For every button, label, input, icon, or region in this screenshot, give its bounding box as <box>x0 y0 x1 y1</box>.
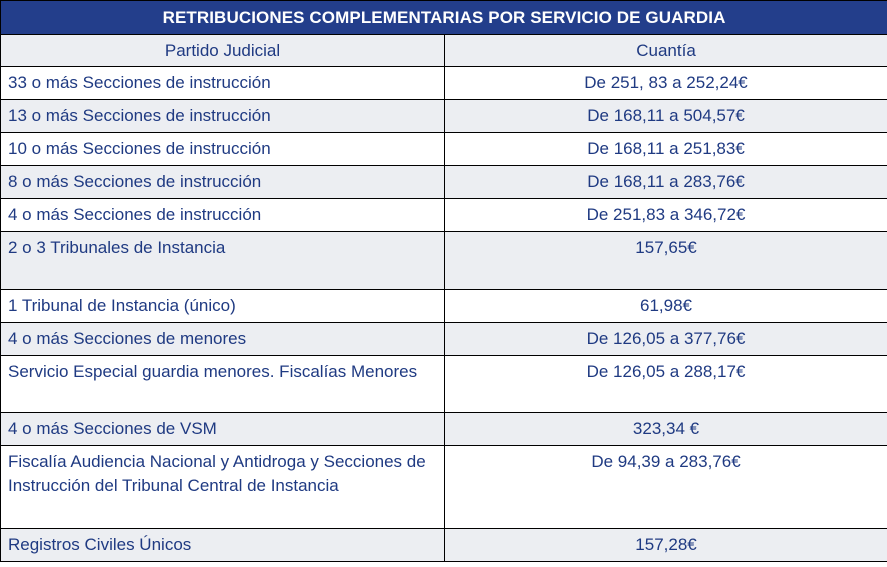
table-row <box>1 529 887 562</box>
title-row <box>1 1 887 35</box>
cuantia-cell: De 251,83 a 346,72€ <box>445 199 887 232</box>
table-row <box>1 232 887 290</box>
partido-cell: 4 o más Secciones de instrucción <box>1 199 445 232</box>
header-row <box>1 35 887 67</box>
cuantia-cell: 323,34 € <box>445 413 887 446</box>
partido-cell: Registros Civiles Únicos <box>1 529 445 562</box>
table-row <box>1 100 887 133</box>
table-row <box>1 446 887 529</box>
table-row <box>1 199 887 232</box>
partido-cell: 13 o más Secciones de instrucción <box>1 100 445 133</box>
cuantia-cell: De 126,05 a 288,17€ <box>445 356 887 413</box>
partido-cell: Servicio Especial guardia menores. Fiscalías Menores <box>1 356 445 413</box>
cuantia-cell: 157,65€ <box>445 232 887 290</box>
table-row <box>1 356 887 413</box>
partido-cell: 1 Tribunal de Instancia (único) <box>1 290 445 323</box>
table-row <box>1 323 887 356</box>
table-row <box>1 290 887 323</box>
cuantia-cell: De 168,11 a 504,57€ <box>445 100 887 133</box>
cuantia-cell: De 168,11 a 251,83€ <box>445 133 887 166</box>
partido-cell: 33 o más Secciones de instrucción <box>1 67 445 100</box>
partido-cell: 4 o más Secciones de menores <box>1 323 445 356</box>
partido-cell: 8 o más Secciones de instrucción <box>1 166 445 199</box>
partido-cell: Fiscalía Audiencia Nacional y Antidroga y Secciones de Instrucción del Tribunal Central de Instancia <box>1 446 445 529</box>
header-partido-judicial: Partido Judicial <box>1 35 445 67</box>
header-cuantia: Cuantía <box>445 35 887 67</box>
cuantia-cell: De 168,11 a 283,76€ <box>445 166 887 199</box>
cuantia-cell: De 94,39 a 283,76€ <box>445 446 887 529</box>
table-title: RETRIBUCIONES COMPLEMENTARIAS POR SERVICIO DE GUARDIA <box>1 1 887 35</box>
partido-cell: 10 o más Secciones de instrucción <box>1 133 445 166</box>
table-row <box>1 166 887 199</box>
table-row <box>1 133 887 166</box>
cuantia-cell: 61,98€ <box>445 290 887 323</box>
partido-cell: 4 o más Secciones de VSM <box>1 413 445 446</box>
partido-cell: 2 o 3 Tribunales de Instancia <box>1 232 445 290</box>
table-row <box>1 413 887 446</box>
cuantia-cell: 157,28€ <box>445 529 887 562</box>
cuantia-cell: De 126,05 a 377,76€ <box>445 323 887 356</box>
table-row <box>1 67 887 100</box>
cuantia-cell: De 251, 83 a 252,24€ <box>445 67 887 100</box>
